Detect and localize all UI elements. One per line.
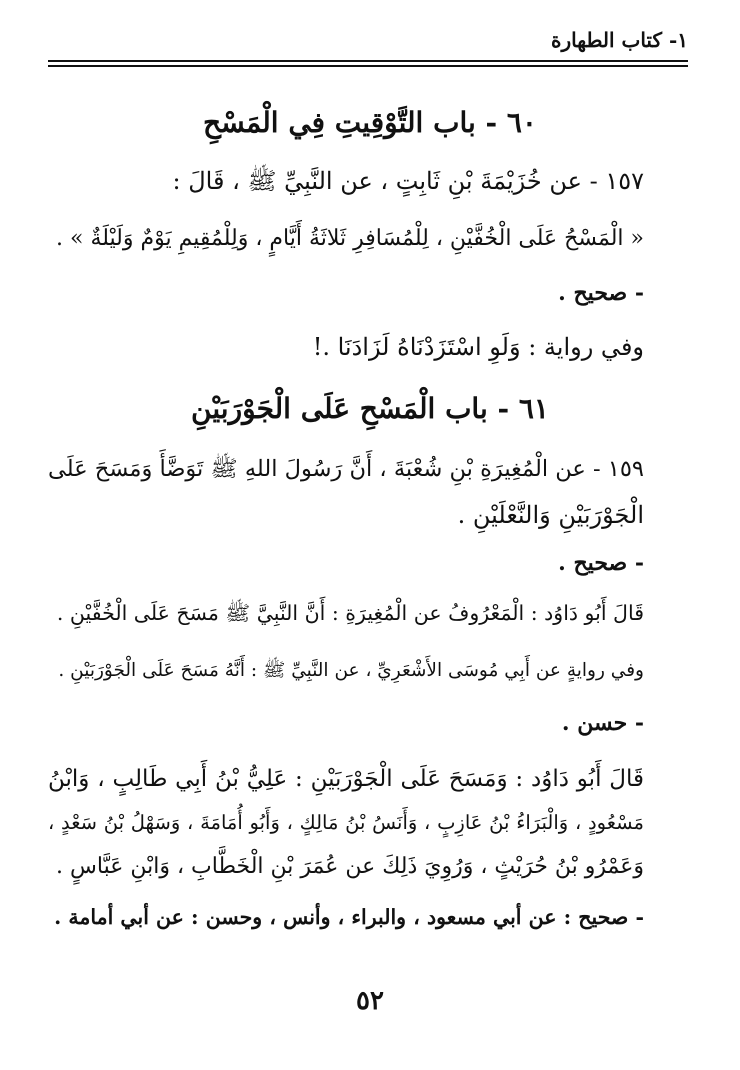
page-number: ٥٢	[356, 986, 384, 1016]
grading: - صحيح .	[558, 550, 644, 576]
chapter-heading: ٦٠ - باب التَّوْقِيتِ فِي الْمَسْحِ	[203, 106, 537, 139]
grading: - صحيح : عن أبي مسعود ، والبراء ، وأنس ، وحسن : عن أبي أمامة .	[54, 905, 644, 929]
narration-variant: وفي رواية : وَلَوِ اسْتَزَدْنَاهُ لَزَادَنَا .!	[312, 333, 644, 361]
narration-variant: وفي روايةٍ عن أَبِي مُوسَى الأَشْعَرِيِّ ، عن النَّبِيِّ ﷺ : أَنَّهُ مَسَحَ عَلَى الْجَوْرَبَيْنِ .	[58, 660, 644, 681]
commentary-text: وَعَمْرُو بْنُ حُرَيْثٍ ، وَرُوِيَ ذَلِكَ عن عُمَرَ بْنِ الْخَطَّابِ ، وَابْنِ عَبَّاسٍ .	[56, 854, 644, 879]
hadith-text: الْجَوْرَبَيْنِ وَالنَّعْلَيْنِ .	[457, 501, 644, 529]
hadith-text: ١٥٧ - عن خُزَيْمَةَ بْنِ ثَابِتٍ ، عن النَّبِيِّ ﷺ ، قَالَ :	[172, 167, 644, 195]
chapter-heading: ٦١ - باب الْمَسْحِ عَلَى الْجَوْرَبَيْنِ	[191, 392, 549, 425]
hadith-text: ١٥٩ - عن الْمُغِيرَةِ بْنِ شُعْبَةَ ، أَنَّ رَسُولَ اللهِ ﷺ تَوَضَّأَ وَمَسَحَ عَلَى	[48, 456, 644, 482]
hadith-text: « الْمَسْحُ عَلَى الْخُفَّيْنِ ، لِلْمُسَافِرِ ثَلاثَةُ أَيَّامٍ ، وَلِلْمُقِيمِ يَوْمٌ وَلَيْلَةٌ » .	[56, 226, 644, 251]
grading: - حسن .	[561, 710, 644, 736]
running-header: ١- كتاب الطهارة	[551, 28, 688, 52]
header-rule	[48, 60, 688, 62]
commentary-text: قَالَ أَبُو دَاوُد : وَمَسَحَ عَلَى الْجَوْرَبَيْنِ : عَلِيُّ بْنُ أَبِي طَالِبٍ ، وَابْنُ	[48, 766, 644, 792]
commentary-text: مَسْعُودٍ ، وَالْبَرَاءُ بْنُ عَازِبٍ ، وَأَنَسُ بْنُ مَالِكٍ ، وَأَبُو أُمَامَةَ ، وَسَهْلُ بْنُ سَعْدٍ ،	[48, 811, 644, 834]
header-rule	[48, 65, 688, 67]
grading: - صحيح .	[558, 280, 644, 306]
commentary-text: قَالَ أَبُو دَاوُد : الْمَعْرُوفُ عن الْمُغِيرَةِ : أَنَّ النَّبِيَّ ﷺ مَسَحَ عَلَى الْخُفَّيْنِ .	[56, 601, 644, 625]
